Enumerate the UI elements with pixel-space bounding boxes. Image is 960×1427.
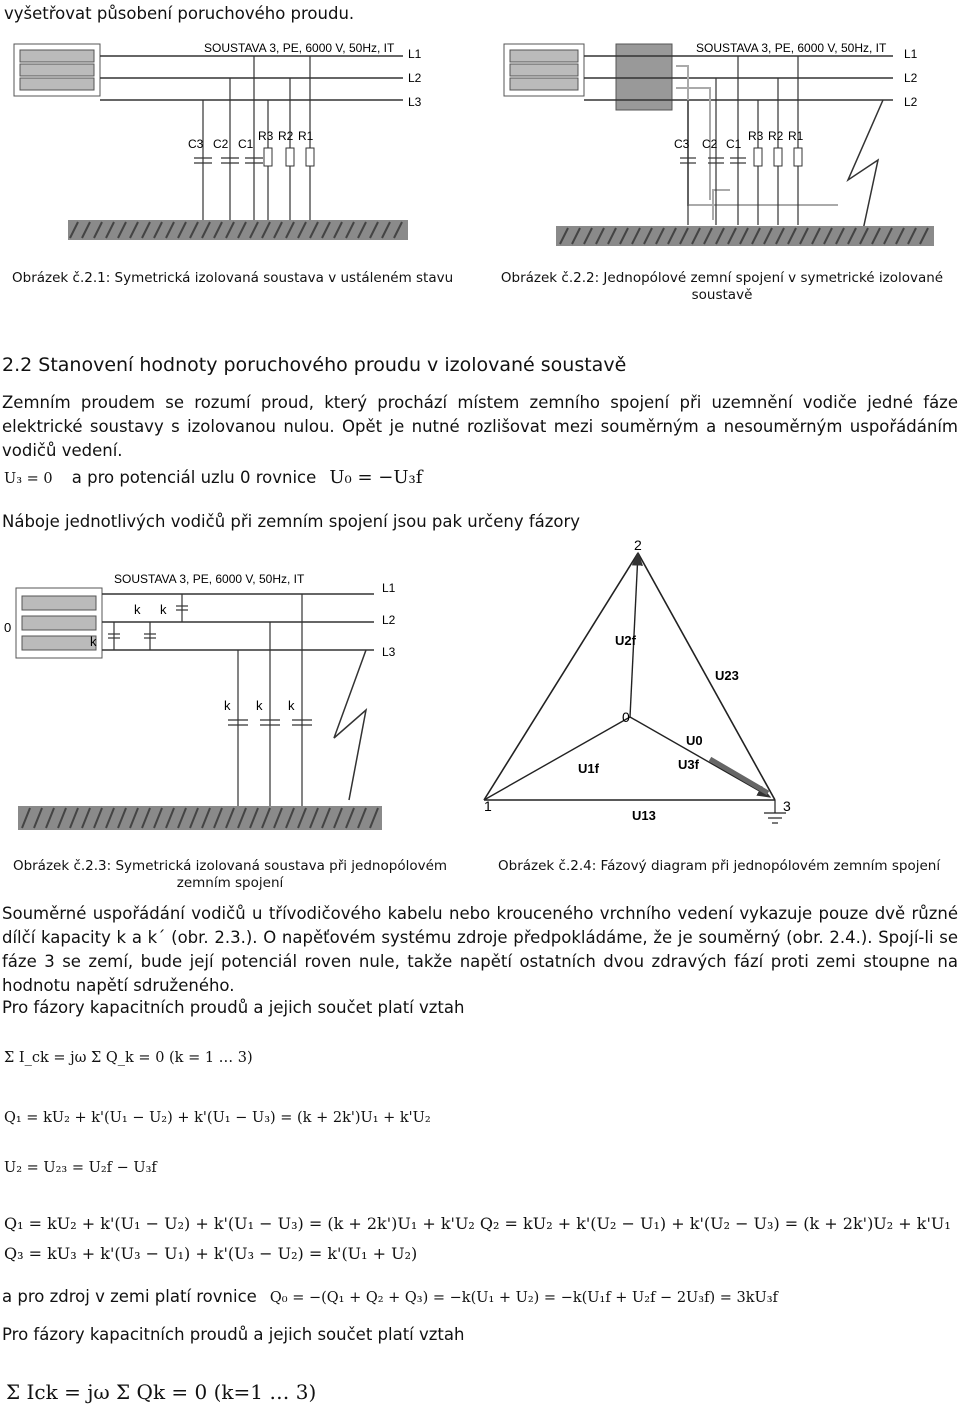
label-l3: L3 [382, 645, 396, 659]
fig4-caption: Obrázek č.2.4: Fázový diagram při jednopólovém zemním spojení [498, 858, 941, 874]
continued-text: vyšetřovat působení poruchového proudu. [4, 4, 355, 23]
svg-text:k: k [134, 602, 141, 617]
fig1-title: SOUSTAVA 3, PE, 6000 V, 50Hz, IT [204, 41, 395, 55]
vector-u0 [710, 759, 768, 793]
point-1-label: 1 [484, 798, 492, 814]
fault-bolt-icon [848, 100, 883, 230]
label-l2: L2 [408, 71, 422, 85]
equation-u2: U₂ = U₂₃ = U₂f − U₃f [4, 1160, 157, 1176]
equation-line-u0: U₃ = 0 a pro potenciál uzlu 0 rovnice U₀ = −U₃f [4, 467, 423, 488]
equation-q1-q2: Q₁ = kU₂ + k'(U₁ − U₂) + k'(U₁ − U₃) = (k + 2k')U₁ + k'U₂ Q₂ = kU₂ + k'(U₂ − U₁) + k'(U₂ − U₃) = (k + 2k')U₂ + k'U₁ [4, 1214, 951, 1233]
equation-sum-ick-2: Σ Ick = jω Σ Qk = 0 (k=1 … 3) [6, 1380, 317, 1404]
svg-text:U13: U13 [632, 808, 656, 823]
paragraph-symmetric: Souměrné uspořádání vodičů u třívodičového kabelu nebo krouceného vrchního vedení vykazuje pouze dvě různé dílčí kapacity k a k´ (obr. 2.3.). O napěťovém systému zdroje předpokládáme, že je souměrný (obr. 2.4.). Spojí-li se fáze 3 se zemí, bude její potenciál roven nule, takže napětí ostatních dvou zdravých fází proti zemi stoupne na hodnotu napětí sdruženého. [2, 904, 958, 995]
svg-text:k: k [256, 698, 263, 713]
label-r2: R2 [768, 129, 784, 143]
label-c3: C3 [188, 137, 204, 151]
svg-text:k: k [224, 698, 231, 713]
vector-u21 [484, 553, 638, 800]
paragraph-intro: Zemním proudem se rozumí proud, který prochází místem zemního spojení při uzemnění vodiče jedné fáze elektrické soustavy s izolovanou nulou. Opět je nutné rozlišovat mezi souměrným a nesouměrným uspořádáním vodičů vedení. [2, 393, 958, 460]
label-c3: C3 [674, 137, 690, 151]
label-c1: C1 [238, 137, 254, 151]
paragraph-capacitive-currents-2: Pro fázory kapacitních proudů a jejich součet platí vztah [2, 1325, 465, 1344]
label-r1: R1 [298, 129, 314, 143]
svg-text:U2f: U2f [615, 633, 636, 648]
label-c2: C2 [213, 137, 229, 151]
label-r1: R1 [788, 129, 804, 143]
label-l1: L1 [408, 47, 422, 61]
svg-text:U0: U0 [686, 733, 703, 748]
figure-single-phase-earth-fault [498, 30, 938, 252]
svg-text:U3f: U3f [678, 757, 699, 772]
label-c1: C1 [726, 137, 742, 151]
vector-u23 [638, 553, 775, 800]
equation-sum-ick: Σ I_ck = jω Σ Q_k = 0 (k = 1 … 3) [4, 1050, 253, 1066]
label-l1: L1 [382, 581, 396, 595]
figure-isolated-system-earth-fault [4, 560, 396, 840]
fig2-caption: Obrázek č.2.2: Jednopólové zemní spojení v symetrické izolované soustavě [500, 270, 944, 303]
section-heading: 2.2 Stanovení hodnoty poruchového proudu v izolované soustavě [2, 354, 627, 376]
figure-phasor-diagram [470, 535, 800, 835]
fig3-caption: Obrázek č.2.3: Symetrická izolovaná soustava při jednopólovém zemním spojení [12, 858, 448, 891]
fig3-title: SOUSTAVA 3, PE, 6000 V, 50Hz, IT [114, 572, 305, 586]
equation-q1: Q₁ = kU₂ + k'(U₁ − U₂) + k'(U₁ − U₃) = (k + 2k')U₁ + k'U₂ [4, 1110, 431, 1126]
label-r3: R3 [258, 129, 274, 143]
label-c2: C2 [702, 137, 718, 151]
fig2-title: SOUSTAVA 3, PE, 6000 V, 50Hz, IT [696, 41, 887, 55]
figure-isolated-system-steady-state [8, 30, 428, 245]
paragraph-capacitive-currents: Pro fázory kapacitních proudů a jejich součet platí vztah [2, 998, 465, 1017]
equation-u0: U₀ = −U₃f [329, 467, 423, 488]
point-0-label: 0 [622, 709, 630, 725]
label-r3: R3 [748, 129, 764, 143]
vector-u3f [630, 717, 770, 797]
svg-text:k: k [90, 634, 97, 649]
vector-u1f [484, 717, 630, 800]
label-l2b: L2 [904, 95, 918, 109]
svg-text:k: k [288, 698, 295, 713]
point-3-label: 3 [783, 798, 791, 814]
svg-text:k: k [160, 602, 167, 617]
paragraph-charges: Náboje jednotlivých vodičů při zemním spojení jsou pak určeny fázory [2, 512, 581, 531]
svg-text:U1f: U1f [578, 761, 599, 776]
fault-bolt-icon [334, 650, 366, 800]
label-l2: L2 [904, 71, 918, 85]
label-r2: R2 [278, 129, 294, 143]
label-l3: L3 [408, 95, 422, 109]
equation-q0: Q₀ = −(Q₁ + Q₂ + Q₃) = −k(U₁ + U₂) = −k(U₁f + U₂f − 2U₃f) = 3kU₃f [269, 1290, 778, 1306]
node-0-label: 0 [4, 620, 12, 635]
label-l1: L1 [904, 47, 918, 61]
equation-q3: Q₃ = kU₃ + k'(U₃ − U₁) + k'(U₃ − U₂) = k'(U₁ + U₂) [4, 1244, 418, 1263]
label-l2: L2 [382, 613, 396, 627]
fig1-caption: Obrázek č.2.1: Symetrická izolovaná soustava v ustáleném stavu [12, 270, 454, 286]
equation-u3: U₃ = 0 [4, 471, 53, 487]
svg-text:U23: U23 [715, 668, 739, 683]
point-2-label: 2 [634, 537, 642, 553]
equation-line-q0: a pro zdroj v zemi platí rovnice Q₀ = −(Q₁ + Q₂ + Q₃) = −k(U₁ + U₂) = −k(U₁f + U₂f − 2U₃f) = 3kU₃f [2, 1287, 778, 1306]
